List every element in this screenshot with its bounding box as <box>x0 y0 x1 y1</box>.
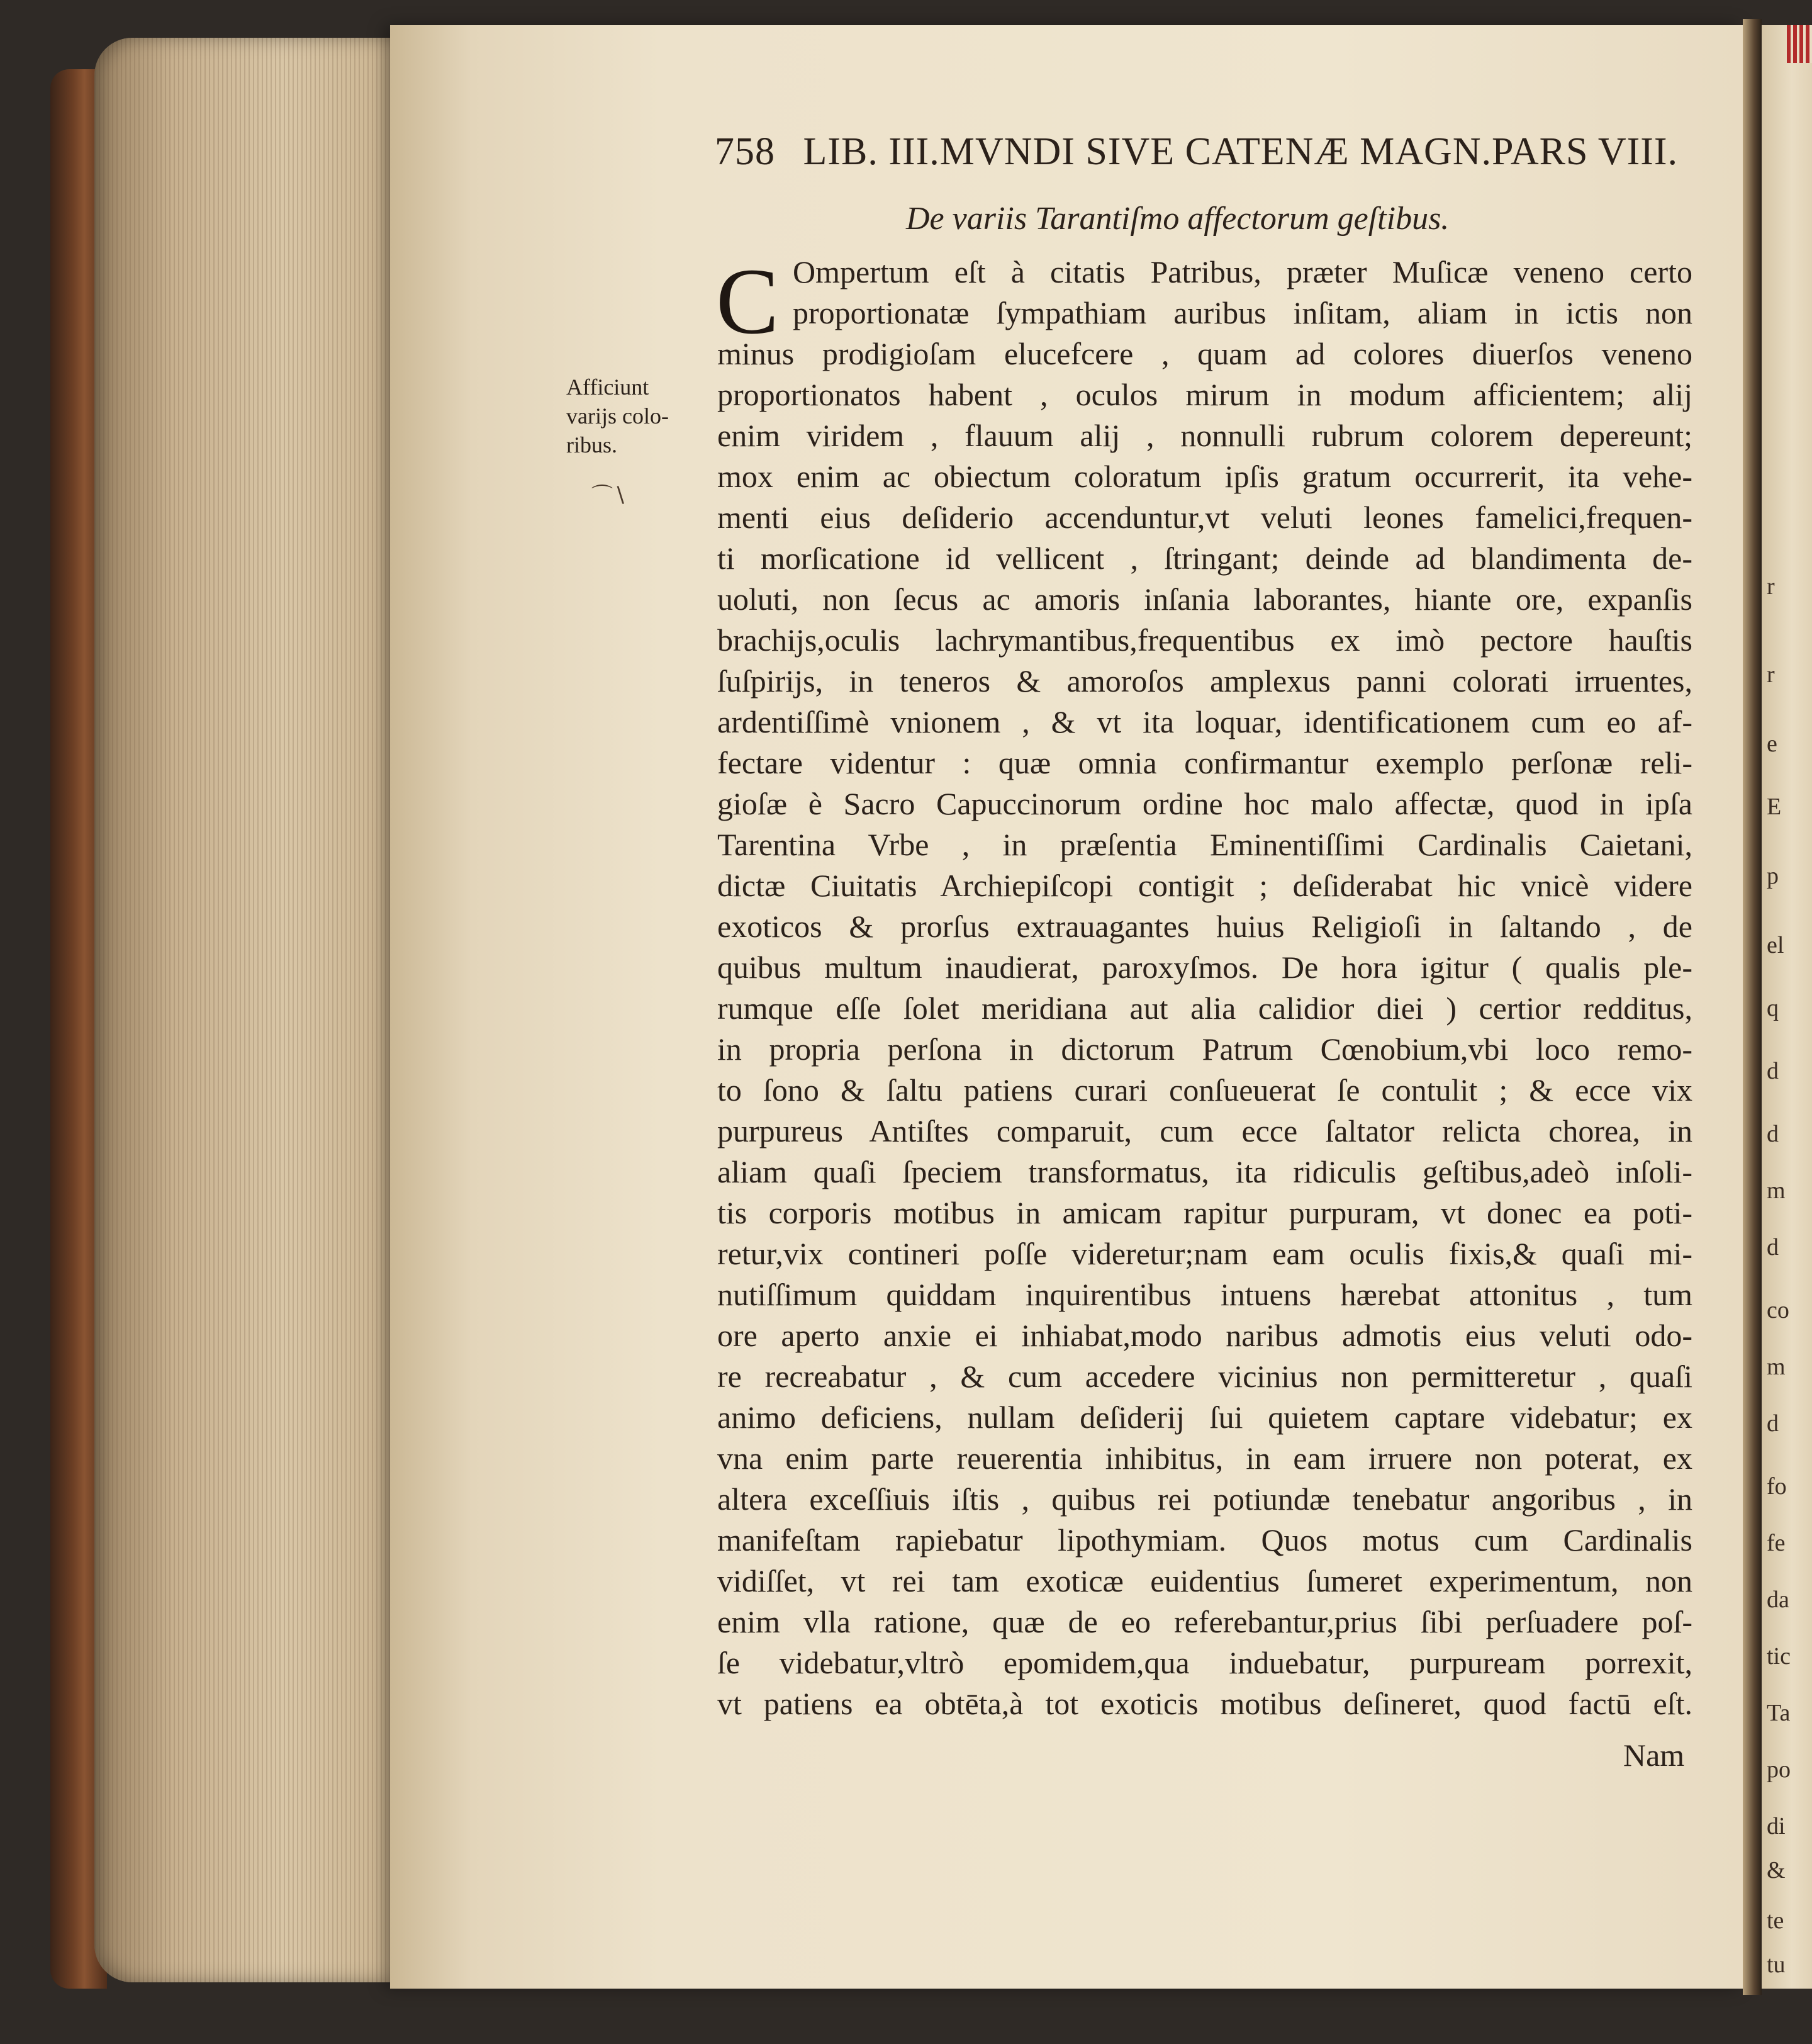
text-line: Ompertum eſt à citatis Patribus, præter Muſicæ veneno certo <box>793 254 1692 289</box>
facing-page-fragment: q <box>1767 995 1779 1021</box>
text-line: ſe videbatur,vltrò epomidem,qua induebatur, purpuream porrexit, <box>717 1645 1692 1680</box>
running-head-title: LIB. III.MVNDI SIVE CATENÆ MAGN.PARS VIII. <box>803 130 1679 173</box>
bookmark-ribbon <box>1787 25 1812 63</box>
facing-page-fragment: e <box>1767 731 1777 757</box>
text-line: nutiſſimum quiddam inquirentibus intuens hærebat attonitus , tum <box>717 1277 1692 1312</box>
text-line: Tarentina Vrbe , in præſentia Eminentiſſimi Cardinalis Caietani, <box>717 827 1692 862</box>
text-line: ore aperto anxie ei inhiabat,modo naribus admotis eius veluti odo- <box>717 1318 1692 1353</box>
text-line: vna enim parte reuerentia inhibitus, in eam irruere non poterat, ex <box>717 1440 1692 1476</box>
catchword: Nam <box>1623 1738 1685 1773</box>
text-line: dictæ Ciuitatis Archiepiſcopi contigit ; deſiderabat hic vnicè videre <box>717 868 1692 903</box>
text-line: uoluti, non ſecus ac amoris inſania laborantes, hiante ore, expanſis <box>717 581 1692 617</box>
facing-page-fragment: co <box>1767 1297 1789 1323</box>
text-line: to ſono & ſaltu patiens curari conſueuerat ſe contulit ; & ecce vix <box>717 1072 1692 1108</box>
text-line: purpureus Antiſtes comparuit, cum ecce ſaltator relicta chorea, in <box>717 1113 1692 1148</box>
facing-page-fragment: r <box>1767 573 1775 600</box>
facing-page-fragment: tu <box>1767 1951 1786 1978</box>
text-line: ardentiſſimè vnionem , & vt ita loquar, identificationem cum eo af- <box>717 704 1692 739</box>
margin-note-line: varijs colo- <box>566 403 669 429</box>
text-line: animo deficiens, nullam deſiderij ſui quietem captare videbatur; ex <box>717 1400 1692 1435</box>
text-line: proportionatos habent , oculos mirum in modum afficientem; alij <box>717 377 1692 412</box>
facing-page-fragment: E <box>1767 794 1782 820</box>
page-fore-edge <box>94 38 409 1982</box>
facing-page-fragment: d <box>1767 1058 1779 1084</box>
text-line: retur,vix contineri poſſe videretur;nam eam oculis fixis,& quaſi mi- <box>717 1236 1692 1271</box>
text-line: brachijs,oculis lachrymantibus,frequentibus ex imò pectore hauſtis <box>717 622 1692 658</box>
facing-page-fragment: d <box>1767 1234 1779 1261</box>
margin-note <box>566 373 711 459</box>
text-line: menti eius deſiderio accenduntur,vt veluti leones famelici,frequen- <box>717 500 1692 535</box>
facing-page-fragment: fo <box>1767 1473 1787 1500</box>
facing-page-fragment: m <box>1767 1177 1786 1204</box>
facing-page-fragment: & <box>1767 1857 1786 1884</box>
text-line: rumque eſſe ſolet meridiana aut alia calidior diei ) certior redditus, <box>717 991 1692 1026</box>
ornament-swash <box>591 478 642 493</box>
text-line: proportionatæ ſympathiam auribus inſitam, aliam in ictis non <box>793 295 1692 330</box>
text-line: fectare videntur : quæ omnia confirmantur exemplo perſonæ reli- <box>717 745 1692 780</box>
section-title: De variis Tarantiſmo affectorum geſtibus. <box>906 201 1450 237</box>
facing-page-fragment: m <box>1767 1354 1786 1380</box>
text-line: ſuſpirijs, in teneros & amoroſos amplexus panni colorati irruentes, <box>717 663 1692 699</box>
facing-page-strip <box>1762 25 1812 1989</box>
text-line: enim vlla ratione, quæ de eo referebantur,prius ſibi perſuadere poſ- <box>717 1604 1692 1639</box>
text-line: quibus multum inaudierat, paroxyſmos. De hora igitur ( qualis ple- <box>717 950 1692 985</box>
margin-note-line: ribus. <box>566 432 617 458</box>
facing-page-fragment: d <box>1767 1121 1779 1147</box>
facing-page-fragment: tic <box>1767 1643 1791 1670</box>
margin-note-line: Afficiunt <box>566 374 649 400</box>
facing-page-fragment: d <box>1767 1410 1779 1437</box>
text-line: gioſæ è Sacro Capuccinorum ordine hoc malo affectæ, quod in ipſa <box>717 786 1692 821</box>
page-number: 758 <box>715 130 775 173</box>
text-line: tis corporis motibus in amicam rapitur purpuram, vt donec ea poti- <box>717 1195 1692 1230</box>
text-line: minus prodigioſam elucefcere , quam ad colores diuerſos veneno <box>717 336 1692 371</box>
text-line: in propria perſona in dictorum Patrum Cœnobium,vbi loco remo- <box>717 1031 1692 1067</box>
facing-page-fragment: el <box>1767 932 1784 958</box>
body-text <box>716 249 1692 1724</box>
text-line: manifeſtam rapiebatur lipothymiam. Quos motus cum Cardinalis <box>717 1522 1692 1558</box>
facing-page-fragment: da <box>1767 1586 1789 1613</box>
text-line: aliam quaſi ſpeciem transformatus, ita ridiculis geſtibus,adeò inſoli- <box>717 1154 1692 1189</box>
text-line: exoticos & prorſus extrauagantes huius Religioſi in ſaltando , de <box>717 909 1692 944</box>
text-line: mox enim ac obiectum coloratum ipſis gratum occurrerit, ita vehe- <box>717 459 1692 494</box>
text-line: vidiſſet, vt rei tam exoticæ euidentius ſumeret experimentum, non <box>717 1563 1692 1598</box>
facing-page-fragment: po <box>1767 1756 1791 1783</box>
drop-cap: C <box>716 249 780 354</box>
text-line: re recreabatur , & cum accedere vicinius non permitteretur , quaſi <box>717 1359 1692 1394</box>
text-line: enim viridem , flauum alij , nonnulli rubrum colorem depereunt; <box>717 418 1692 453</box>
facing-page-fragment: Ta <box>1767 1700 1791 1726</box>
running-head <box>715 130 1679 174</box>
text-line: ti morſicatione id vellicent , ſtringant; deinde ad blandimenta de- <box>717 541 1692 576</box>
facing-page-fragment: r <box>1767 661 1775 688</box>
facing-page-fragment: p <box>1767 863 1779 889</box>
facing-page-fragment: te <box>1767 1907 1784 1934</box>
text-line: altera exceſſiuis iſtis , quibus rei potiundæ tenebatur angoribus , in <box>717 1481 1692 1517</box>
facing-page-fragment: fe <box>1767 1530 1786 1556</box>
facing-page-fragment: di <box>1767 1813 1786 1839</box>
text-line: vt patiens ea obtēta,à tot exoticis motibus deſineret, quod factū eſt. <box>717 1686 1692 1721</box>
book-gutter <box>1743 19 1762 1995</box>
